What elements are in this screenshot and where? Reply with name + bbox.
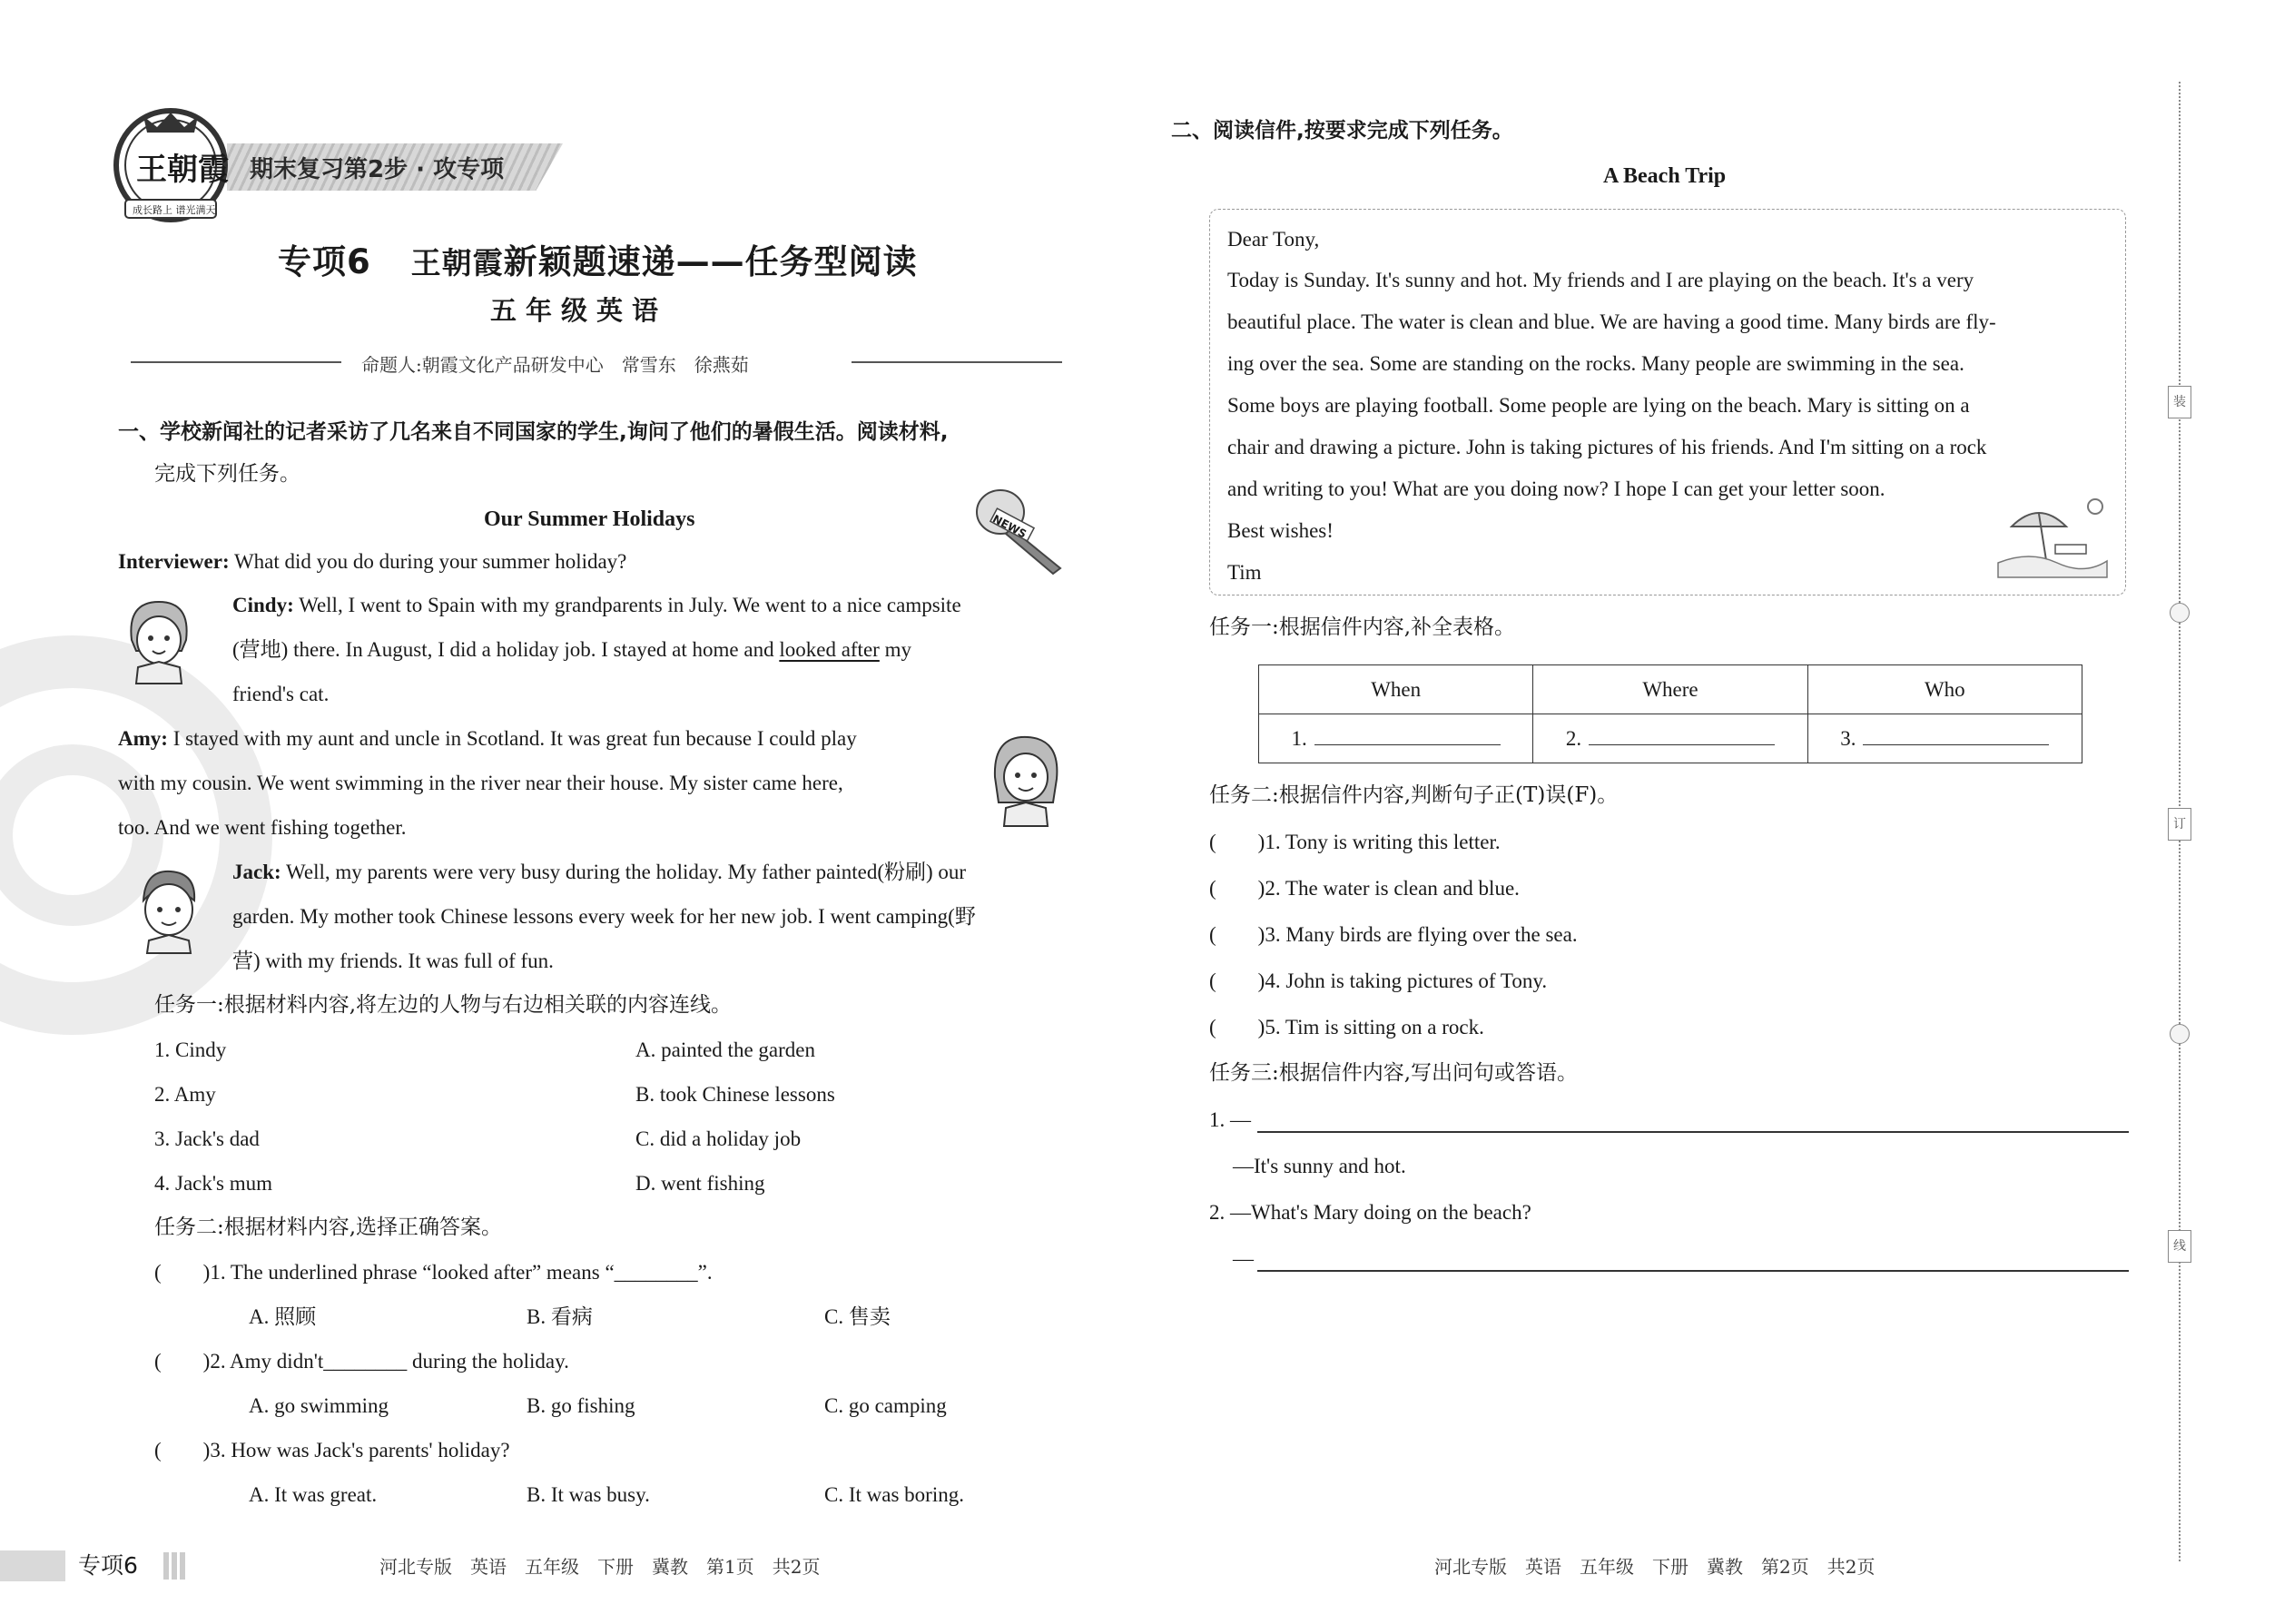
- jack-avatar: [127, 864, 209, 955]
- letter-line-2: beautiful place. The water is clean and blue. We are having a good time. Many birds are fly-: [1227, 310, 1996, 333]
- match-left-1: 1. Cindy: [154, 1038, 227, 1061]
- choice-1-c: C. 售卖: [824, 1305, 891, 1328]
- footer-tag-bar: [0, 1550, 65, 1581]
- footer-right-info: 河北专版 英语 五年级 下册 冀教 第2页 共2页: [1434, 1556, 1876, 1578]
- answer-blank-1[interactable]: [1314, 743, 1501, 745]
- badge-motto: 成长路上 谱光满天: [133, 204, 216, 216]
- interviewer-label: Interviewer:: [118, 550, 230, 573]
- letter-line-3: ing over the sea. Some are standing on the rocks. Many people are swimming in the sea.: [1227, 352, 1964, 375]
- authors: 命题人:朝霞文化产品研发中心 常雪东 徐燕茹: [361, 354, 749, 376]
- author-rule-right: [852, 361, 1062, 363]
- amy-avatar: [982, 730, 1069, 830]
- tf-item-1: ( )1. Tony is writing this letter.: [1209, 831, 1501, 853]
- cindy-text-2a: (营地) there. In August, I did a holiday job. I stayed at home and: [232, 638, 780, 661]
- answer-blank-2[interactable]: [1589, 743, 1775, 745]
- table-header-who: Who: [1807, 665, 2082, 714]
- table-cell-3[interactable]: [1807, 714, 2082, 763]
- interviewer-question: What did you do during your summer holiday?: [229, 550, 627, 573]
- part2-heading: 二、阅读信件,按要求完成下列任务。: [1171, 119, 1513, 143]
- letter-line-4: Some boys are playing football. Some people are lying on the beach. Mary is sitting on a: [1227, 394, 1970, 417]
- choice-question-2: ( )2. Amy didn't________ during the holiday.: [154, 1350, 569, 1373]
- match-right-d: D. went fishing: [635, 1172, 765, 1195]
- jack-line-3: 营) with my friends. It was full of fun.: [232, 950, 554, 972]
- jack-line-2: garden. My mother took Chinese lessons every week for her new job. I went camping(野: [232, 905, 976, 928]
- page-subtitle: 五年级英语: [490, 295, 668, 326]
- cindy-label: Cindy:: [232, 594, 294, 616]
- letter-line-5: chair and drawing a picture. John is taking pictures of his friends. And I'm sitting on a rock: [1227, 436, 1987, 458]
- banner-text: 期末复习第2步 · 攻专项: [250, 156, 505, 183]
- fill-table: [1258, 664, 2082, 763]
- binding-tab-1: 装: [2168, 386, 2191, 418]
- letter-line-1: Today is Sunday. It's sunny and hot. My friends and I are playing on the beach. It's a very: [1227, 269, 1974, 291]
- tf-item-2: ( )2. The water is clean and blue.: [1209, 877, 1520, 900]
- binding-tab-2: 订: [2168, 808, 2191, 841]
- part1-task1-title: 任务一:根据材料内容,将左边的人物与右边相关联的内容连线。: [154, 993, 733, 1017]
- title-prefix: 专项6: [278, 242, 371, 281]
- footer-left-info: 河北专版 英语 五年级 下册 冀教 第1页 共2页: [379, 1556, 821, 1578]
- choice-1-b: B. 看病: [527, 1305, 593, 1328]
- choice-1-a: A. 照顾: [249, 1305, 317, 1328]
- cindy-line-2: [232, 639, 911, 660]
- answer-line-2[interactable]: [1257, 1270, 2129, 1272]
- choice-3-b: B. It was busy.: [527, 1483, 650, 1506]
- cindy-text-1: Well, I went to Spain with my grandparents in July. We went to a nice campsite: [293, 594, 961, 616]
- badge-brand-text: 王朝霞: [136, 152, 229, 188]
- choice-2-a: A. go swimming: [249, 1394, 389, 1417]
- amy-line-3: too. And we went fishing together.: [118, 816, 407, 839]
- match-right-a: A. painted the garden: [635, 1038, 815, 1061]
- footer-tag: 专项6: [78, 1552, 138, 1579]
- letter-title: A Beach Trip: [1603, 164, 1727, 188]
- cell-num-1: 1.: [1291, 726, 1307, 750]
- jack-line-1: [232, 861, 966, 882]
- choice-2-c: C. go camping: [824, 1394, 947, 1417]
- cindy-avatar: [118, 595, 200, 685]
- choice-3-c: C. It was boring.: [824, 1483, 964, 1506]
- cell-num-3: 3.: [1840, 726, 1856, 750]
- letter-line-6: and writing to you! What are you doing now? I hope I can get your letter soon.: [1227, 477, 1885, 500]
- binding-hole-2: [2170, 1024, 2190, 1044]
- cindy-line-3: friend's cat.: [232, 683, 330, 705]
- q2-question: 2. —What's Mary doing on the beach?: [1209, 1201, 1531, 1224]
- part1-task2-title: 任务二:根据材料内容,选择正确答案。: [154, 1216, 503, 1239]
- table-header-where: Where: [1533, 665, 1807, 714]
- answer-blank-3[interactable]: [1863, 743, 2049, 745]
- part2-task2-title: 任务二:根据信件内容,判断句子正(T)误(F)。: [1209, 783, 1619, 807]
- cell-num-2: 2.: [1565, 726, 1582, 750]
- passage-title: Our Summer Holidays: [484, 507, 695, 531]
- choice-question-3: ( )3. How was Jack's parents' holiday?: [154, 1439, 510, 1462]
- binding-tab-3: 线: [2168, 1230, 2191, 1263]
- part1-heading: 一、学校新闻社的记者采访了几名来自不同国家的学生,询问了他们的暑假生活。阅读材料,: [118, 420, 949, 444]
- table-cell-2[interactable]: [1533, 714, 1807, 763]
- news-label: NEWS: [990, 512, 1029, 541]
- answer-line-1[interactable]: [1257, 1131, 2129, 1133]
- amy-line-2: with my cousin. We went swimming in the river near their house. My sister came here,: [118, 772, 843, 794]
- q1-answer: —It's sunny and hot.: [1233, 1155, 1406, 1177]
- amy-label: Amy:: [118, 727, 168, 750]
- underlined-phrase: looked after: [779, 638, 880, 661]
- amy-line-1: [118, 728, 857, 749]
- table-header-when: When: [1259, 665, 1533, 714]
- match-right-c: C. did a holiday job: [635, 1127, 802, 1150]
- letter-salutation: Dear Tony,: [1227, 228, 1320, 251]
- footer-pattern: [163, 1552, 185, 1580]
- letter-signature: Tim: [1227, 561, 1262, 584]
- match-left-3: 3. Jack's dad: [154, 1127, 260, 1150]
- tf-item-5: ( )5. Tim is sitting on a rock.: [1209, 1016, 1484, 1038]
- amy-text-1: I stayed with my aunt and uncle in Scotland. It was great fun because I could play: [167, 727, 857, 750]
- page-title: [278, 234, 918, 283]
- part2-task1-title: 任务一:根据信件内容,补全表格。: [1209, 615, 1516, 639]
- choice-question-1: ( )1. The underlined phrase “looked after” means “________”.: [154, 1261, 713, 1284]
- beach-umbrella-icon: [1994, 490, 2112, 581]
- q1-prefix: 1. —: [1209, 1108, 1251, 1131]
- interviewer-line: [118, 551, 626, 572]
- match-right-b: B. took Chinese lessons: [635, 1083, 835, 1106]
- jack-text-1: Well, my parents were very busy during the holiday. My father painted(粉刷) our: [281, 861, 967, 883]
- choice-2-b: B. go fishing: [527, 1394, 635, 1417]
- choice-3-a: A. It was great.: [249, 1483, 378, 1506]
- title-brand: 王朝霞: [410, 245, 504, 281]
- author-rule-left: [131, 361, 341, 363]
- part1-heading-cont: 完成下列任务。: [154, 462, 300, 486]
- match-left-2: 2. Amy: [154, 1083, 216, 1106]
- match-left-4: 4. Jack's mum: [154, 1172, 272, 1195]
- letter-closing: Best wishes!: [1227, 519, 1334, 542]
- cindy-text-2b: my: [879, 638, 911, 661]
- binding-hole-1: [2170, 603, 2190, 623]
- cindy-line-1: [232, 595, 961, 615]
- part2-task3-title: 任务三:根据信件内容,写出问句或答语。: [1209, 1061, 1579, 1085]
- tf-item-3: ( )3. Many birds are flying over the sea.: [1209, 923, 1578, 946]
- table-cell-1[interactable]: [1259, 714, 1533, 763]
- q2-prefix: —: [1233, 1247, 1254, 1270]
- jack-label: Jack:: [232, 861, 281, 883]
- title-main: 新颖题速递——任务型阅读: [503, 242, 918, 281]
- tf-item-4: ( )4. John is taking pictures of Tony.: [1209, 969, 1548, 992]
